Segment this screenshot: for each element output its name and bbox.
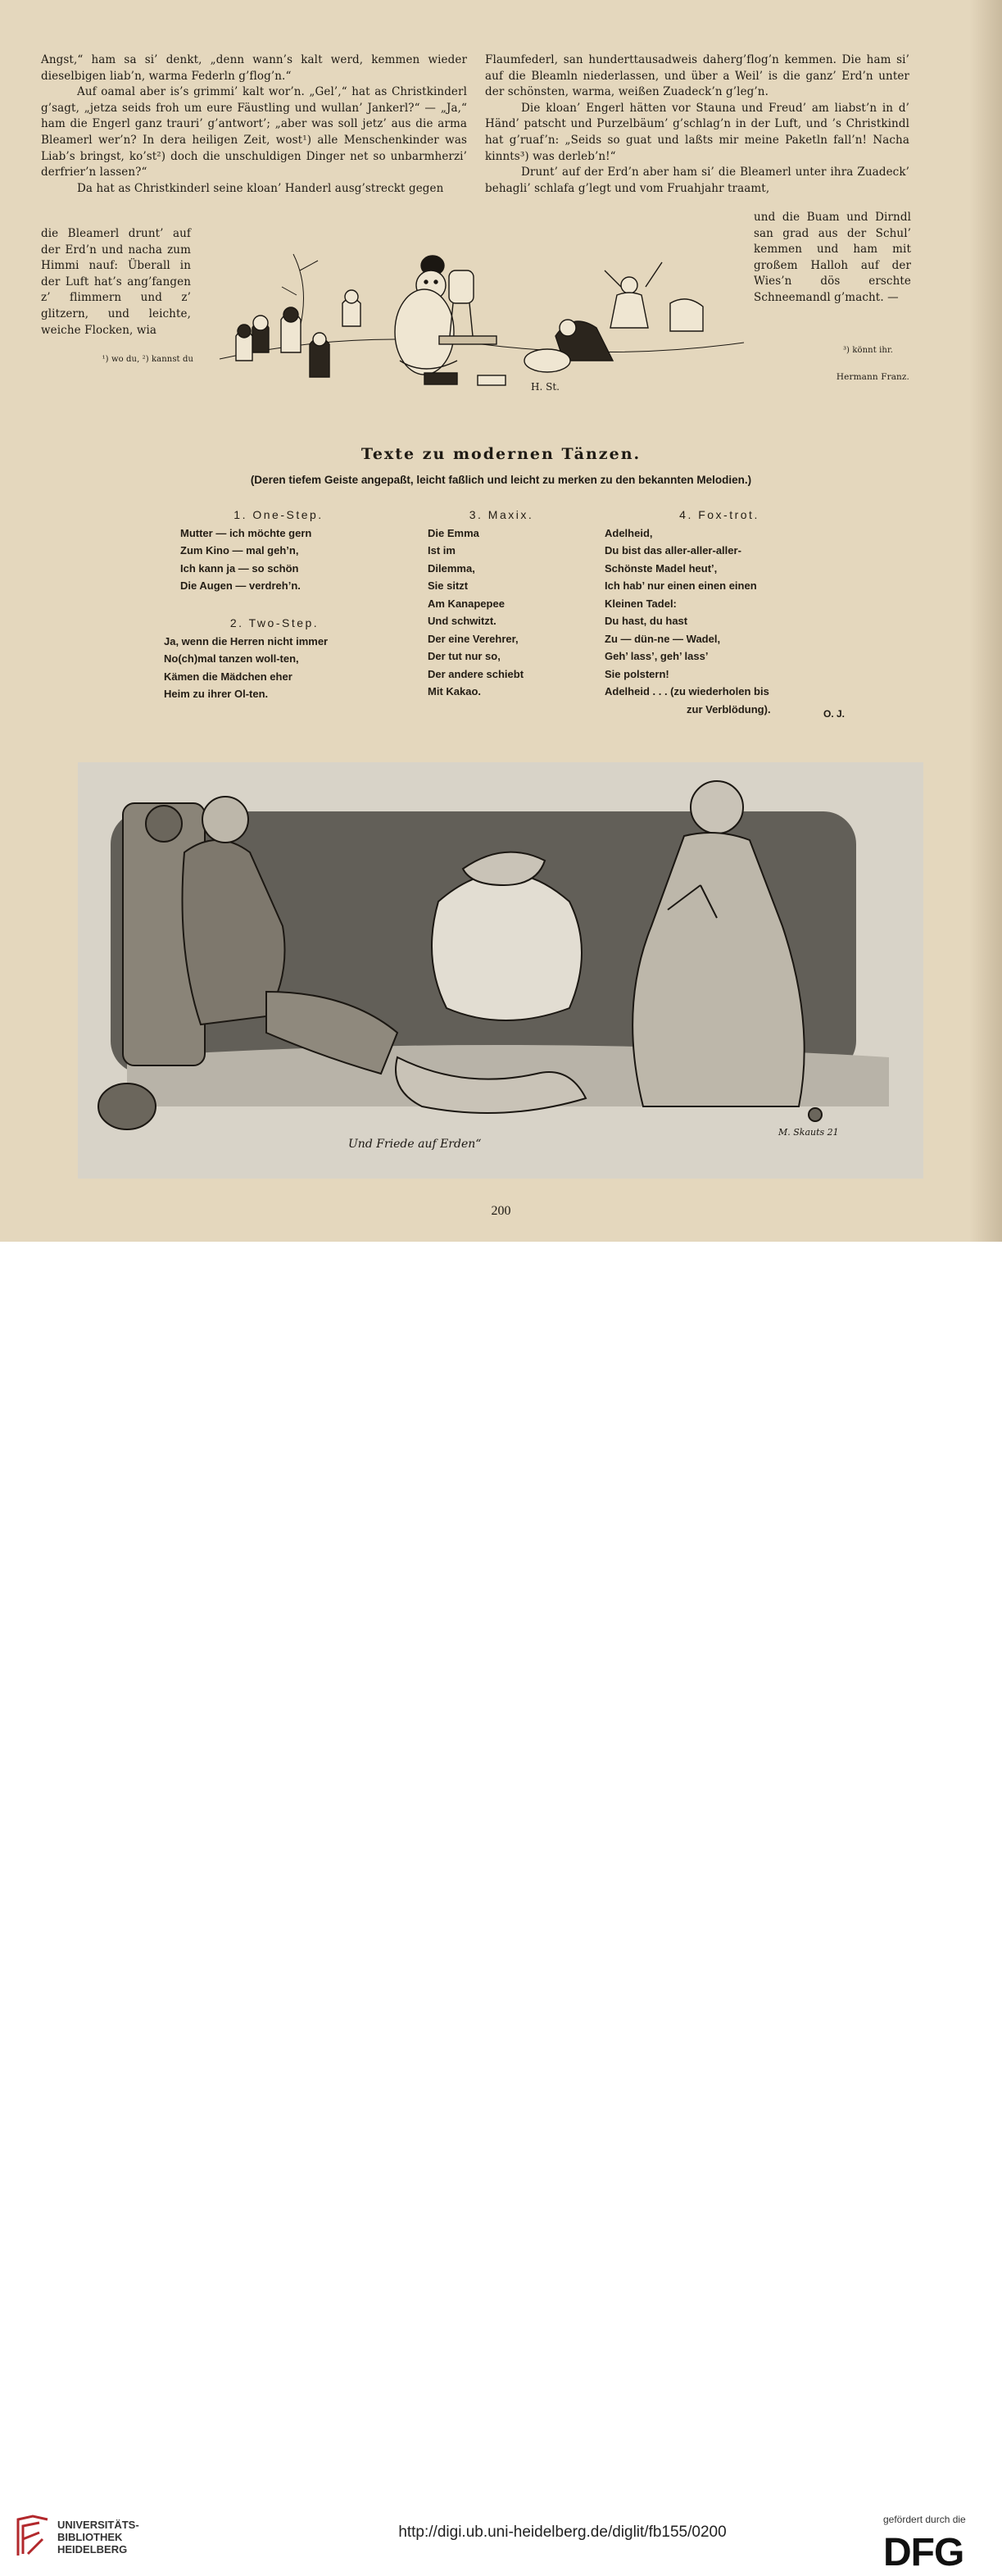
song-line: Die Emma [428,526,479,539]
viewer-footer [0,1242,1002,2574]
song-line: Kleinen Tadel: [605,597,677,610]
song-line: Ich hab’ nur einen einen einen [605,579,757,592]
story-paragraph: Die kloan’ Engerl hätten vor Stauna und Freud’ am liabst’n in d’ Händ’ patscht und Purzelbäum’ g’schlag’n in der Luft, und ’s Christkindl hat g’ruaf’n: „Seids so guat und laßts mir meine Paketln fall’n! Nacha kinnts³) was derleb’n!“ [485,101,909,163]
song-line: Geh’ lass’, geh’ lass’ [605,650,709,662]
magazine-page [0,0,1002,1242]
dances-signature: O. J. [823,708,846,720]
song-line: Und schwitzt. [428,615,496,627]
funding-label: gefördert durch die [883,2514,966,2525]
song-line: Zum Kino — mal geh’n, [180,544,299,557]
song-one-step [180,507,377,595]
song-line: Die Augen — verdreh’n. [180,579,301,592]
song-fox-trot [605,507,834,718]
song-title: 3. Maxix. [469,508,534,521]
footnote-left: ¹) wo du, ²) kannst du [102,355,193,364]
story-paragraph: Drunt’ auf der Erd’n aber ham si’ die Bleamerl unter ihra Zuadeck’ behagli’ schlafa g’legt und vom Fruahjahr traamt, [485,166,909,195]
story-left-wrap [41,226,191,338]
permalink-text[interactable]: http://digi.ub.uni-heidelberg.de/diglit/fb155/0200 [398,2524,727,2541]
song-line: Der eine Verehrer, [428,632,519,645]
institution-line: BIBLIOTHEK [57,2531,123,2543]
song-line: Am Kanapepee [428,597,505,610]
illustration-caption: Und Friede auf Erden“ [348,1138,482,1151]
song-line: Zu — dün-ne — Wadel, [605,632,721,645]
story-paragraph: Da hat as Christkinderl seine kloan’ Handerl ausg’streckt gegen [77,181,444,195]
story-paragraph: Flaumfederl, san hunderttausadweis daherg’flog’n kemmen. Die ham si’ auf die Bleamln niederlassen, und über a Weil’ is die ganz’ Erd’n unter der schönsten, warma, weißen Zuadeck’n g’leg’n. [485,53,909,99]
song-title: 2. Two-Step. [229,616,320,629]
song-line: Ja, wenn die Herren nicht immer [164,634,329,647]
family-christmas-illustration [78,762,923,1179]
dances-subheading: (Deren tiefem Geiste angepaßt, leicht faßlich und leicht zu merken zu den bekannten Melodien.) [250,474,752,486]
song-title: 1. One-Step. [233,508,324,521]
song-line: Adelheid . . . (zu wiederholen bis [605,685,769,697]
song-title: 4. Fox-trot. [679,508,759,521]
song-line: Mit Kakao. [428,685,482,697]
institution-line: UNIVERSITÄTS- [57,2519,139,2531]
story-right-column [485,52,909,197]
song-line: Heim zu ihrer Ol-ten. [164,688,269,700]
illustration-signature: M. Skauts 21 [778,1127,839,1138]
song-line: Sie polstern! [605,667,669,680]
song-line: Ich kann ja — so schön [180,561,299,575]
institution-line: HEIDELBERG [57,2543,128,2556]
song-line: Ist im [428,544,456,557]
story-paragraph: Auf oamal aber is’s grimmi’ kalt wor’n. „Gel’,“ hat as Christkinderl g’sagt, „jetza seids froh um eure Fäustling und wullan’ Jankerl?“ — „Ja,“ ham die Engerl ganz trauri’ g’antwort’; „aber was soll jetz’ aus die arma Bleamerl wer’n? In dera heiligen Zeit, wost¹) alle Menschenkinder was Liab’s bringst, ko’st²) doch die unschuldigen Dinger net so unbarmherzi’ derfrier’n lassen?“ [41,85,467,179]
song-line: Du hast, du hast [605,615,688,627]
story-paragraph: die Bleamerl drunt’ auf der Erd’n und nacha zum Himmi nauf: Überall in der Luft hat’s ang’fangen z’ flimmern und z’ glitzern, und leichte, weiche Flocken, wia [41,227,191,337]
song-two-step [164,615,385,703]
song-line: Kämen die Mädchen eher [164,670,292,683]
dances-heading: Texte zu modernen Tänzen. [360,445,642,463]
song-line: Der andere schiebt [428,667,524,680]
story-right-wrap [754,210,911,307]
page-number: 200 [491,1204,511,1218]
story-left-column [41,52,467,197]
song-maxix [428,507,575,701]
song-line: Der tut nur so, [428,650,501,662]
story-paragraph: und die Buam und Dirndl san grad aus der Schul’ kemmen und ham mit großem Halloh auf der Wies’n dös erschte Schneemandl g’macht. — [754,211,911,304]
footnote-right: ³) könnt ihr. [842,346,893,355]
snowman-illustration [203,238,756,408]
song-line: Adelheid, [605,526,653,539]
song-line: Mutter — ich möchte gern [180,526,312,539]
illustration-signature: H. St. [531,381,560,393]
song-line: zur Verblödung). [687,702,771,716]
story-paragraph: Angst,“ ham sa si’ denkt, „denn wann’s kalt werd, kemmen wieder dieselbigen liab’n, warma Federln g’flog’n.“ [41,53,467,83]
permalink[interactable] [0,2524,1002,2542]
song-line: Schönste Madel heut’, [605,561,718,575]
song-line: Du bist das aller-aller-aller- [605,544,741,557]
dfg-logo: DFG [883,2531,964,2574]
story-author: Hermann Franz. [836,372,909,382]
song-line: No(ch)mal tanzen woll-ten, [164,652,299,665]
song-line: Sie sitzt [428,579,469,592]
song-line: Dilemma, [428,561,475,575]
